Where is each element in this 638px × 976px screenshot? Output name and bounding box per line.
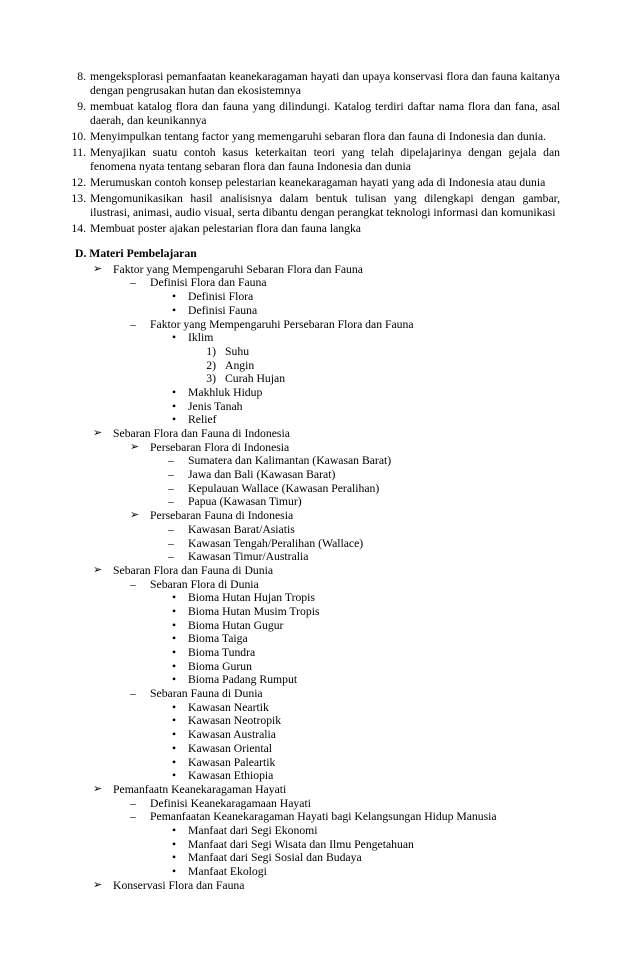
outline-item-text: Definisi Flora (188, 290, 254, 304)
dash-bullet-icon: – (168, 468, 174, 482)
outline-item (0, 454, 638, 468)
outline-item (0, 359, 638, 373)
outline-item-text: Pemanfaatan Keanekaragaman Hayati bagi Kelangsungan Hidup Manusia (150, 810, 497, 824)
outline-item-text: Jenis Tanah (188, 399, 243, 413)
outline-item-text: Papua (Kawasan Timur) (188, 495, 302, 509)
dash-bullet-icon: – (168, 454, 174, 468)
dash-bullet-icon: – (168, 495, 174, 509)
outline-item-text: Kawasan Barat/Asiatis (188, 522, 295, 536)
outline-item (0, 550, 638, 564)
objective-item (77, 70, 560, 98)
outline-item-text: Kawasan Neotropik (188, 714, 282, 728)
outline-item (0, 783, 638, 797)
outline-item (0, 263, 638, 277)
outline-item-text: Kawasan Oriental (188, 741, 273, 755)
outline-item-text: Kepulauan Wallace (Kawasan Peralihan) (188, 481, 380, 495)
outline-item-text: Manfaat dari Segi Sosial dan Budaya (188, 851, 362, 865)
outline-item-text: Kawasan Ethiopia (188, 769, 274, 783)
outline-item (0, 605, 638, 619)
outline-item (0, 482, 638, 496)
outline-item (0, 331, 638, 345)
objective-number: 12. (71, 175, 86, 189)
outline-item (0, 591, 638, 605)
outline-item-text: Persebaran Flora di Indonesia (150, 440, 290, 454)
objective-text: Menyimpulkan tentang factor yang memengaruhi sebaran flora dan fauna di Indonesia dan dunia. (90, 130, 546, 143)
outline-item-text: Jawa dan Bali (Kawasan Barat) (188, 468, 336, 482)
bullet-icon: • (172, 755, 177, 769)
objective-number: 9. (77, 100, 86, 113)
outline-item (0, 824, 638, 838)
outline-item (0, 879, 638, 893)
outline-item (0, 865, 638, 879)
outline-item (0, 797, 638, 811)
bullet-icon: • (172, 331, 177, 345)
dash-bullet-icon: – (130, 796, 136, 810)
outline-item-text: Curah Hujan (225, 372, 286, 386)
outline-item (0, 400, 638, 414)
outline-item (0, 468, 638, 482)
outline-item (0, 427, 638, 441)
outline-item (0, 810, 638, 824)
bullet-icon: • (172, 769, 177, 783)
bullet-icon: • (172, 714, 177, 728)
outline-item-text: Relief (188, 413, 217, 427)
objective-number: 13. (71, 191, 86, 205)
objective-text: mengeksplorasi pemanfaatan keanekaragaman hayati dan upaya konservasi flora dan fauna kaitanya dengan pengrusakan hutan dan ekosistemnya (90, 70, 560, 98)
bullet-icon: • (172, 837, 177, 851)
outline-item (0, 564, 638, 578)
bullet-icon: • (172, 823, 177, 837)
document-page (0, 70, 638, 892)
outline-item (0, 304, 638, 318)
outline-item (0, 441, 638, 455)
arrow-bullet-icon: ➢ (93, 262, 103, 275)
objective-text: Membuat poster ajakan pelestarian flora dan fauna langka (90, 221, 361, 235)
objective-text: Merumuskan contoh konsep pelestarian keanekaragaman hayati yang ada di Indonesia atau dunia (90, 175, 546, 189)
outline-item-text: Kawasan Tengah/Peralihan (Wallace) (188, 536, 364, 550)
outline-item (0, 646, 638, 660)
bullet-icon: • (172, 646, 177, 660)
outline-item-text: Sumatera dan Kalimantan (Kawasan Barat) (188, 454, 392, 468)
objective-text: Mengomunikasikan hasil analisisnya dalam bentuk tulisan yang dilengkapi dengan gambar, ilustrasi, animasi, audio visual, serta dibantu dengan perangkat teknologi informasi dan komunikasi (90, 191, 560, 219)
outline-item (0, 495, 638, 509)
section-title: D. Materi Pembelajaran (75, 246, 197, 260)
objective-item (71, 130, 560, 144)
objective-number: 8. (77, 70, 86, 83)
outline-item (0, 276, 638, 290)
outline-item-text: Makhluk Hidup (188, 385, 263, 399)
bullet-icon: • (172, 303, 177, 317)
outline-item-text: Bioma Tundra (188, 646, 256, 660)
outline-item-text: Sebaran Flora dan Fauna di Dunia (113, 563, 274, 577)
arrow-bullet-icon: ➢ (93, 563, 103, 576)
bullet-icon: • (172, 659, 177, 673)
dash-bullet-icon: – (130, 687, 136, 701)
outline-item-text: Angin (225, 358, 255, 372)
bullet-icon: • (172, 591, 177, 605)
objective-item (71, 191, 560, 220)
outline-item-text: Definisi Keanekaragamaan Hayati (150, 796, 311, 810)
outline-item-text: Manfaat dari Segi Ekonomi (188, 823, 318, 837)
outline-item (0, 290, 638, 304)
outline-item-text: Bioma Hutan Gugur (188, 618, 284, 632)
arrow-bullet-icon: ➢ (93, 427, 103, 440)
list-number: 3) (206, 372, 216, 386)
outline-item (0, 851, 638, 865)
outline-item-text: Faktor yang Mempengaruhi Persebaran Flora dan Fauna (150, 317, 414, 331)
outline-item-text: Suhu (225, 344, 250, 358)
outline-item (0, 523, 638, 537)
bullet-icon: • (172, 673, 177, 687)
outline-item (0, 537, 638, 551)
outline-item-text: Sebaran Fauna di Dunia (150, 687, 263, 701)
outline-item (0, 728, 638, 742)
outline-item-text: Bioma Hutan Musim Tropis (188, 604, 320, 618)
outline-item (0, 673, 638, 687)
objective-item (71, 145, 560, 174)
outline-item (0, 660, 638, 674)
dash-bullet-icon: – (130, 810, 136, 824)
outline-item (0, 756, 638, 770)
outline-item-text: Pemanfaatn Keanekaragaman Hayati (113, 782, 287, 796)
outline-item (0, 372, 638, 386)
outline-item-text: Definisi Fauna (188, 303, 258, 317)
outline-item (0, 345, 638, 359)
list-number: 2) (206, 358, 216, 372)
outline-item-text: Bioma Gurun (188, 659, 252, 673)
bullet-icon: • (172, 700, 177, 714)
objective-list (0, 70, 638, 236)
objective-item (77, 100, 560, 128)
outline-item (0, 769, 638, 783)
outline-item-text: Sebaran Flora di Dunia (150, 577, 259, 591)
outline-item (0, 318, 638, 332)
outline-item (0, 742, 638, 756)
outline-item-text: Sebaran Flora dan Fauna di Indonesia (113, 427, 290, 441)
bullet-icon: • (172, 632, 177, 646)
bullet-icon: • (172, 604, 177, 618)
outline-item (0, 632, 638, 646)
outline-item (0, 687, 638, 701)
bullet-icon: • (172, 851, 177, 865)
outline-item-text: Kawasan Australia (188, 728, 276, 742)
outline-item-text: Definisi Flora dan Fauna (150, 276, 267, 290)
materi-outline (0, 263, 638, 893)
outline-item (0, 714, 638, 728)
outline-item (0, 701, 638, 715)
arrow-bullet-icon: ➢ (93, 782, 103, 795)
outline-item-text: Manfaat dari Segi Wisata dan Ilmu Pengetahuan (188, 837, 414, 851)
dash-bullet-icon: – (130, 577, 136, 591)
outline-item-text: Kawasan Neartik (188, 700, 269, 714)
objective-item (71, 175, 560, 190)
outline-item (0, 509, 638, 523)
outline-item-text: Bioma Hutan Hujan Tropis (188, 591, 315, 605)
arrow-bullet-icon: ➢ (130, 440, 140, 453)
objective-text: membuat katalog flora dan fauna yang dilindungi. Katalog terdiri daftar nama flora dan fana, asal daerah, dan keunikannya (90, 100, 560, 128)
objective-number: 14. (71, 221, 86, 235)
outline-item-text: Konservasi Flora dan Fauna (113, 878, 245, 892)
objective-text: Menyajikan suatu contoh kasus keterkaitan teori yang telah dipelajarinya dengan gejala dan fenomena nyata tentang sebaran flora dan fauna Indonesia dan dunia (90, 145, 560, 173)
bullet-icon: • (172, 399, 177, 413)
bullet-icon: • (172, 728, 177, 742)
outline-item-text: Kawasan Timur/Australia (188, 550, 309, 564)
dash-bullet-icon: – (168, 550, 174, 564)
bullet-icon: • (172, 290, 177, 304)
outline-item (0, 838, 638, 852)
bullet-icon: • (172, 865, 177, 879)
objective-number: 10. (71, 130, 86, 143)
arrow-bullet-icon: ➢ (130, 509, 140, 522)
outline-item (0, 619, 638, 633)
dash-bullet-icon: – (168, 481, 174, 495)
outline-item-text: Faktor yang Mempengaruhi Sebaran Flora dan Fauna (113, 262, 363, 276)
dash-bullet-icon: – (168, 522, 174, 536)
dash-bullet-icon: – (168, 536, 174, 550)
outline-item (0, 413, 638, 427)
bullet-icon: • (172, 385, 177, 399)
outline-item-text: Iklim (188, 331, 214, 345)
dash-bullet-icon: – (130, 317, 136, 331)
outline-item-text: Persebaran Fauna di Indonesia (150, 509, 294, 523)
bullet-icon: • (172, 618, 177, 632)
outline-item (0, 386, 638, 400)
objective-number: 11. (71, 145, 86, 159)
outline-item-text: Bioma Padang Rumput (188, 673, 298, 687)
outline-item-text: Kawasan Paleartik (188, 755, 276, 769)
outline-item (0, 578, 638, 592)
bullet-icon: • (172, 413, 177, 427)
objective-item (71, 221, 560, 236)
bullet-icon: • (172, 741, 177, 755)
dash-bullet-icon: – (130, 276, 136, 290)
outline-item-text: Manfaat Ekologi (188, 865, 267, 879)
arrow-bullet-icon: ➢ (93, 878, 103, 891)
list-number: 1) (206, 344, 216, 358)
outline-item-text: Bioma Taiga (188, 632, 248, 646)
